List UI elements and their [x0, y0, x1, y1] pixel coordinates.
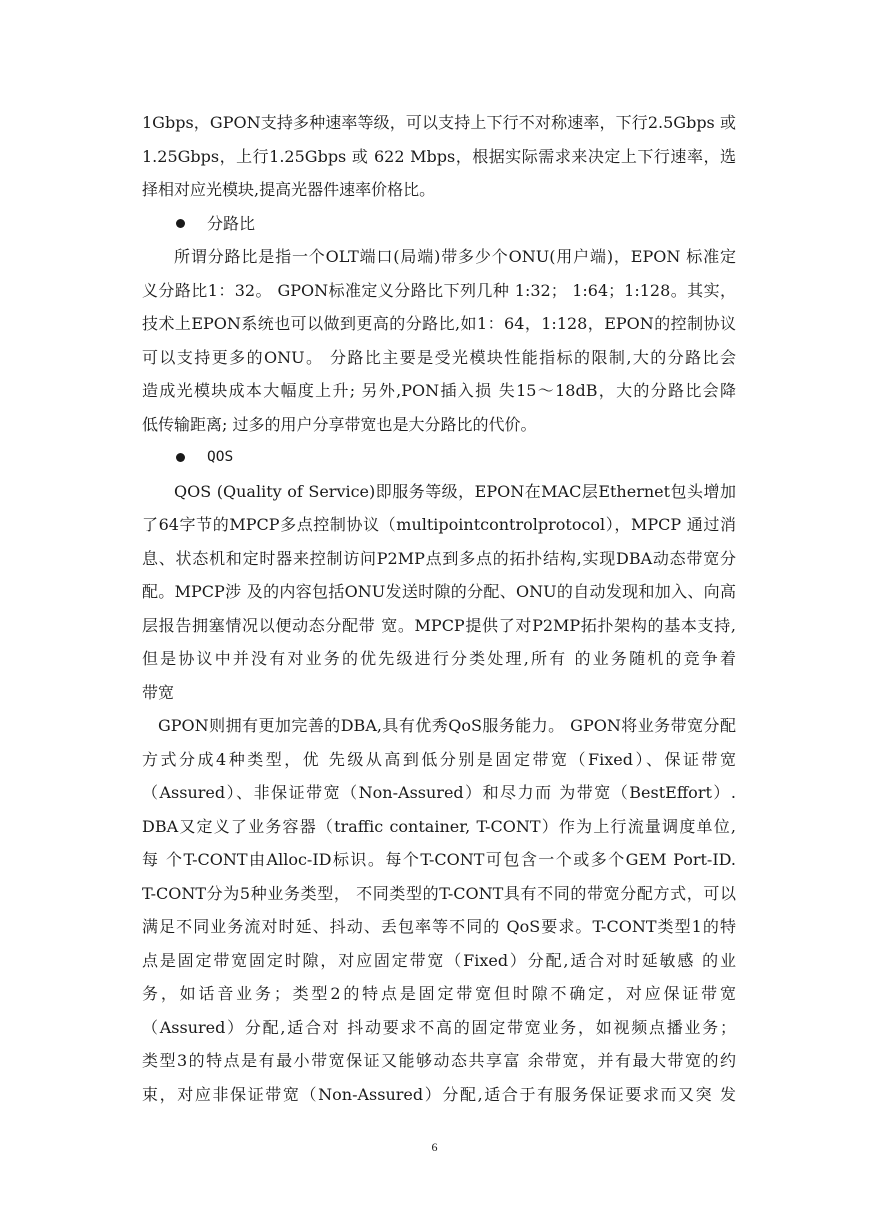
paragraph-line: QOS (Quality of Service)即服务等级，EPON在MAC层Ethernet包头增加 [174, 481, 736, 501]
paragraph-line: 每 个T-CONT由Alloc-ID标识。每个T-CONT可包含一个或多个GEM Port-ID. [142, 850, 736, 869]
paragraph-line: 点是固定带宽固定时隙，对应固定带宽（Fixed）分配,适合对时延敏感 的业 [142, 950, 736, 970]
paragraph-line: GPON则拥有更加完善的DBA,具有优秀QoS服务能力。 GPON将业务带宽分配 [158, 716, 736, 735]
paragraph-line: 1Gbps，GPON支持多种速率等级，可以支持上下行不对称速率，下行2.5Gbps 或 [142, 113, 736, 132]
paragraph-line: T-CONT分为5种业务类型， 不同类型的T-CONT具有不同的带宽分配方式，可以 [142, 883, 736, 903]
paragraph-line: （Assured）分配,适合对 抖动要求不高的固定带宽业务，如视频点播业务； [142, 1017, 736, 1037]
bullet-item-split-ratio [142, 207, 736, 241]
paragraph-line: 择相对应光模块,提高光器件速率价格比。 [142, 180, 436, 199]
paragraph-line: 层报告拥塞情况以便动态分配带 宽。MPCP提供了对P2MP拓扑架构的基本支持, [142, 615, 736, 635]
paragraph-line: 技术上EPON系统也可以做到更高的分路比,如1：64，1:128，EPON的控制协议 [142, 314, 736, 333]
document-body [142, 106, 736, 1111]
paragraph-line: 义分路比1：32。 GPON标准定义分路比下列几种 1:32； 1:64；1:128。其实， [142, 280, 736, 300]
paragraph-line: （Assured）、非保证带宽（Non-Assured）和尽力而 为带宽（BestEffort）. [142, 783, 736, 802]
paragraph-line: 低传输距离; 过多的用户分享带宽也是大分路比的代价。 [142, 414, 537, 434]
bullet-label: 分路比 [207, 213, 256, 233]
paragraph-line: 了64字节的MPCP多点控制协议（multipointcontrolprotocol），MPCP 通过消 [142, 515, 736, 534]
bullet-icon [176, 453, 185, 462]
paragraph-line: 可以支持更多的ONU。 分路比主要是受光模块性能指标的限制,大的分路比会 [142, 347, 736, 367]
bullet-icon [176, 219, 185, 228]
paragraph-line: 1.25Gbps，上行1.25Gbps 或 622 Mbps，根据实际需求来决定上下行速率，选 [142, 146, 736, 166]
paragraph-line: 但是协议中并没有对业务的优先级进行分类处理,所有 的业务随机的竞争着 [142, 649, 736, 668]
paragraph-line: 方式分成4种类型，优 先级从高到低分别是固定带宽（Fixed）、保证带宽 [142, 749, 736, 769]
bullet-label: QOS [207, 449, 234, 465]
paragraph-line: 所谓分路比是指一个OLT端口(局端)带多少个ONU(用户端)，EPON 标准定 [174, 247, 736, 266]
paragraph-line: 息、状态机和定时器来控制访问P2MP点到多点的拓扑结构,实现DBA动态带宽分 [142, 548, 736, 568]
paragraph-line: 造成光模块成本大幅度上升; 另外,PON插入损 失15～18dB，大的分路比会降 [142, 381, 736, 400]
page-number: 6 [431, 1140, 438, 1154]
bullet-item-qos [142, 441, 736, 475]
paragraph-line: 配。MPCP涉 及的内容包括ONU发送时隙的分配、ONU的自动发现和加入、向高 [142, 582, 736, 601]
paragraph-line: 带宽 [142, 682, 175, 702]
paragraph-line: 满足不同业务流对时延、抖动、丢包率等不同的 QoS要求。T-CONT类型1的特 [142, 917, 736, 936]
paragraph-line: 务，如话音业务；类型2的特点是固定带宽但时隙不确定，对应保证带宽 [142, 984, 736, 1003]
paragraph-line: 类型3的特点是有最小带宽保证又能够动态共享富 余带宽，并有最大带宽的约 [142, 1051, 736, 1070]
paragraph-line: DBA又定义了业务容器（traffic container, T-CONT）作为上行流量调度单位, [142, 816, 736, 836]
paragraph-line: 束，对应非保证带宽（Non-Assured）分配,适合于有服务保证要求而又突 发 [142, 1084, 736, 1104]
